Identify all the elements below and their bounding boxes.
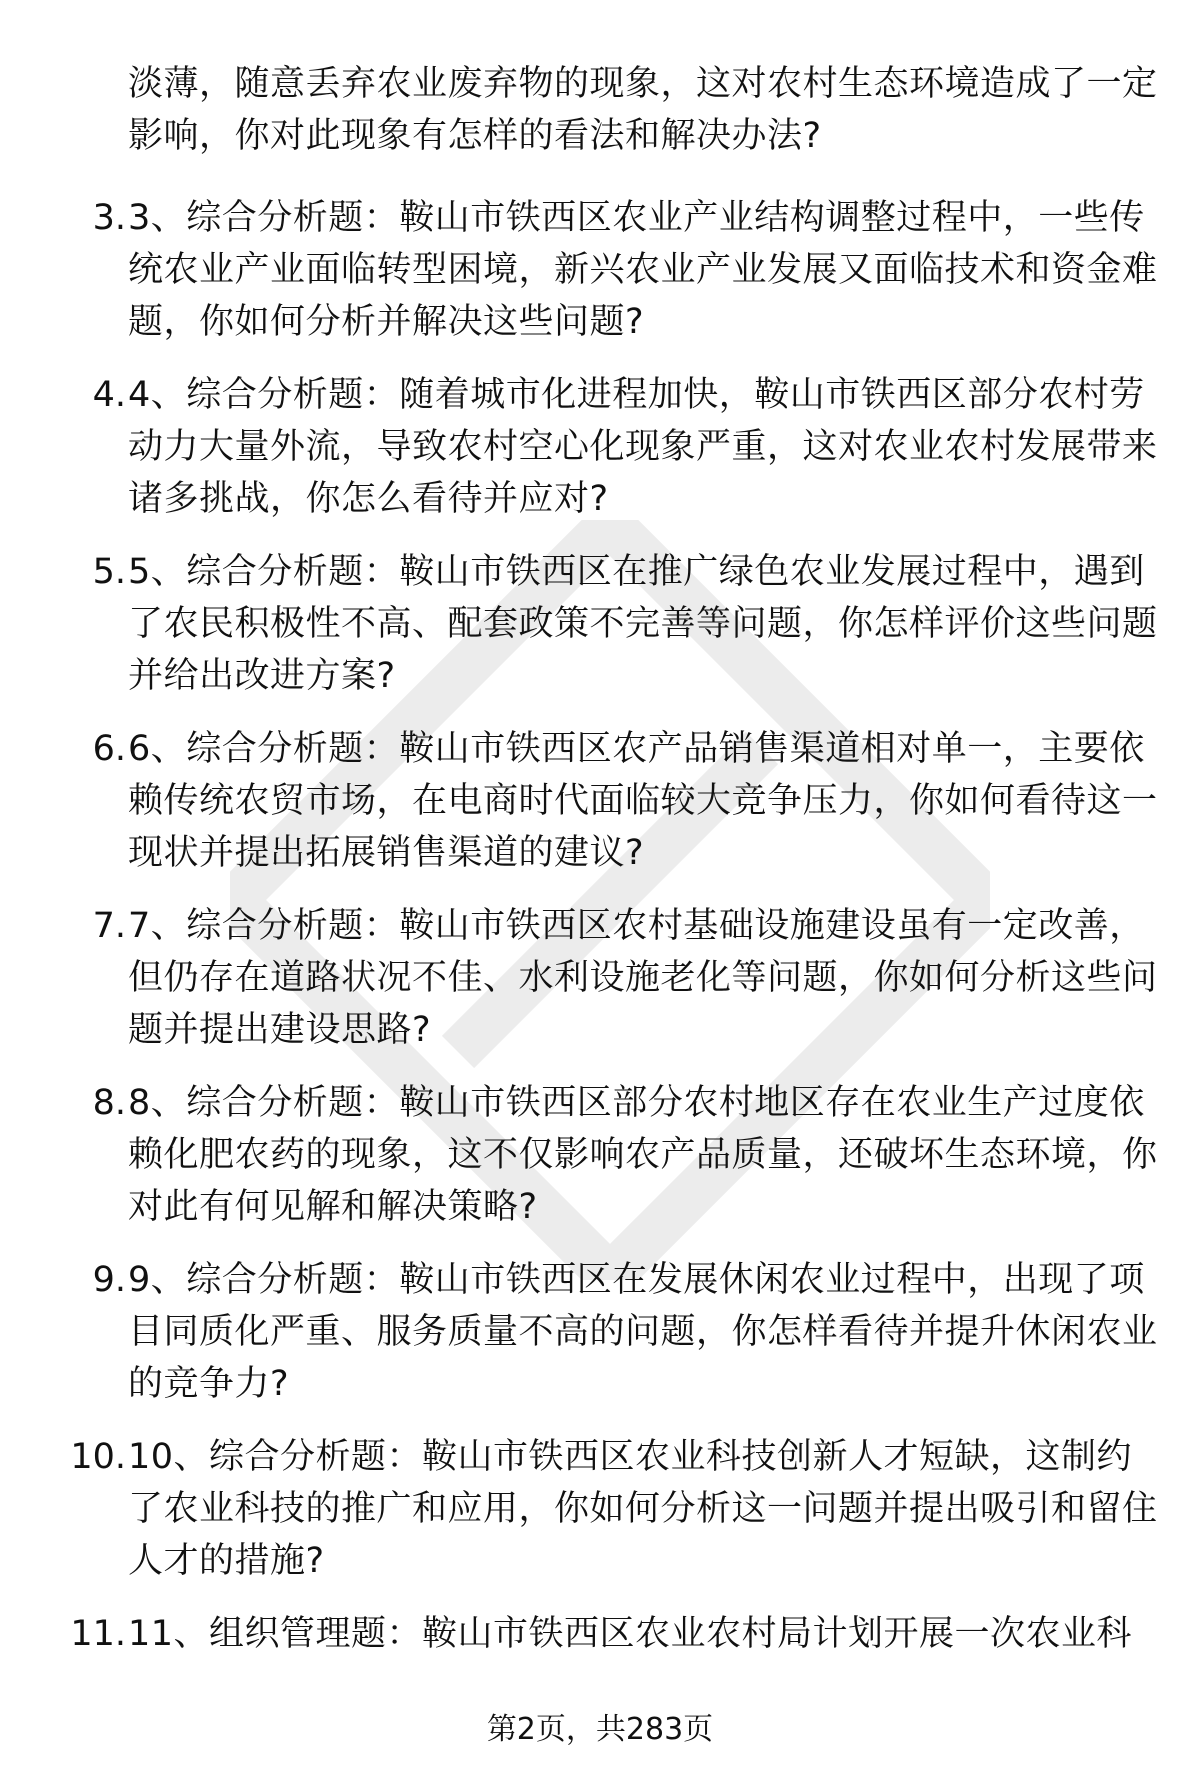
list-item <box>0 369 1200 546</box>
question-number: 10. <box>70 1437 126 1477</box>
question-text: 7、综合分析题：鞍山市铁西区农村基础设施建设虽有一定改善，但仍存在道路状况不佳、水利设施老化等问题，你如何分析这些问题并提出建设思路? <box>128 906 1158 1050</box>
question-number: 7. <box>92 906 126 946</box>
question-text: 9、综合分析题：鞍山市铁西区在发展休闲农业过程中，出现了项目同质化严重、服务质量不高的问题，你怎样看待并提升休闲农业的竞争力? <box>128 1260 1158 1404</box>
question-number: 8. <box>92 1083 126 1123</box>
question-number: 6. <box>92 729 126 769</box>
question-text: 6、综合分析题：鞍山市铁西区农产品销售渠道相对单一，主要依赖传统农贸市场，在电商时代面临较大竞争压力，你如何看待这一现状并提出拓展销售渠道的建议? <box>128 729 1158 873</box>
question-text: 3、综合分析题：鞍山市铁西区农业产业结构调整过程中，一些传统农业产业面临转型困境，新兴农业产业发展又面临技术和资金难题，你如何分析并解决这些问题? <box>128 198 1158 342</box>
list-item <box>0 192 1200 369</box>
list-item <box>0 900 1200 1077</box>
question-number: 9. <box>92 1260 126 1300</box>
page-number-footer: 第2页，共283页 <box>486 1712 714 1747</box>
list-item <box>0 1077 1200 1254</box>
list-item <box>0 1431 1200 1608</box>
question-number: 4. <box>92 375 126 415</box>
question-text: 11、组织管理题：鞍山市铁西区农业农村局计划开展一次农业科 <box>128 1614 1133 1654</box>
question-text: 4、综合分析题：随着城市化进程加快，鞍山市铁西区部分农村劳动力大量外流，导致农村空心化现象严重，这对农业农村发展带来诸多挑战，你怎么看待并应对? <box>128 375 1158 519</box>
question-text: 8、综合分析题：鞍山市铁西区部分农村地区存在农业生产过度依赖化肥农药的现象，这不仅影响农产品质量，还破坏生态环境，你对此有何见解和解决策略? <box>128 1083 1158 1227</box>
question-list <box>0 192 1200 1785</box>
list-item <box>0 723 1200 900</box>
list-item <box>0 1608 1200 1785</box>
question-text: 5、综合分析题：鞍山市铁西区在推广绿色农业发展过程中，遇到了农民积极性不高、配套政策不完善等问题，你怎样评价这些问题并给出改进方案? <box>128 552 1158 696</box>
list-item <box>0 1254 1200 1431</box>
question-number: 5. <box>92 552 126 592</box>
question-text: 10、综合分析题：鞍山市铁西区农业科技创新人才短缺，这制约了农业科技的推广和应用，你如何分析这一问题并提出吸引和留住人才的措施? <box>128 1437 1158 1581</box>
question-number: 3. <box>92 198 126 238</box>
question-number: 11. <box>70 1614 126 1654</box>
list-item <box>0 546 1200 723</box>
question-continuation-text: 淡薄，随意丢弃农业废弃物的现象，这对农村生态环境造成了一定影响，你对此现象有怎样的看法和解决办法? <box>128 64 1158 156</box>
